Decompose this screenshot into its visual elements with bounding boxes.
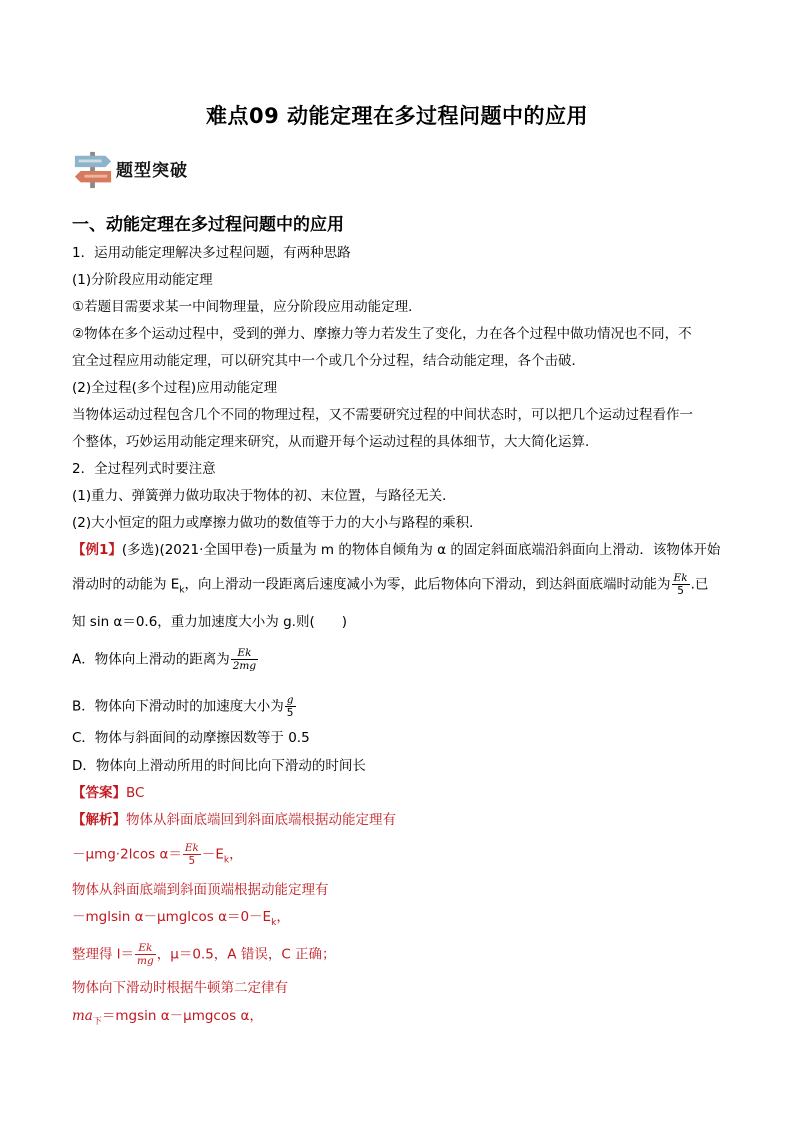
equation-3 [72,942,724,967]
equation-1-b: －E [201,846,224,863]
analysis-line-2: 物体从斜面底端到斜面顶端根据动能定理有 [72,882,329,898]
body-line-10: (1)重力、弹簧弹力做功取决于物体的初、末位置，与路径无关． [72,488,456,504]
fraction-denominator: 2mg [232,660,257,672]
example-line-3: 知 sin α＝0.6，重力加速度大小为 g.则( ) [72,614,347,630]
option-b-text: B．物体向下滑动时的加速度大小为 [72,698,284,715]
fraction-denominator: 5 [286,707,294,719]
option-c: C．物体与斜面间的动摩擦因数等于 0.5 [72,730,310,746]
example-question-2b: ，向上滑动一段距离后速度减小为零，此后物体向下滑动，到达斜面底端时动能为 [184,576,671,593]
example-question-2a: 滑动时的动能为 E [72,576,180,593]
equation-1-a: －μmg·2lcos α＝ [72,846,182,863]
example-line-2 [72,572,724,601]
answer-line [72,783,724,803]
example-question-2c: .已 [690,576,709,593]
equation-2 [72,907,724,933]
body-line-1: 1．运用动能定理解决多过程问题，有两种思路 [72,245,351,261]
equation-4-sub: 下 [92,1017,102,1027]
body-line-4: ②物体在多个运动过程中，受到的弹力、摩擦力等力若发生了变化，力在各个过程中做功情况也不同，不 [72,326,692,342]
body-line-5: 宜全过程应用动能定理，可以研究其中一个或几个分过程，结合动能定理，各个击破． [72,353,585,369]
equation-2-c: ， [276,909,290,925]
fraction-numerator: g [286,694,294,706]
option-b [72,694,724,719]
fraction-denominator: 5 [677,585,684,597]
equation-3-a: 整理得 l＝ [72,946,135,963]
body-line-7: 当物体运动过程包含几个不同的物理过程，又不需要研究过程的中间状态时，可以把几个运动过程看作一 [72,407,693,423]
fraction-numerator: Ek [135,942,156,955]
analysis-line-1 [72,810,724,830]
body-line-3: ①若题目需要求某一中间物理量，应分阶段应用动能定理． [72,299,422,315]
equation-1-sub: k [223,855,230,866]
equation-4-b: ＝mgsin α－μmgcos α， [101,1008,263,1024]
option-a [72,647,724,672]
fraction-denominator: 5 [188,855,196,867]
fraction-numerator: Ek [231,647,258,660]
fraction-denominator: mg [137,955,154,967]
analysis-line-3: 物体向下滑动时根据牛顿第二定律有 [72,980,288,996]
fraction-numerator: Ek [184,842,199,854]
equation-3-b: ，μ＝0.5，A 错误，C 正确； [156,946,336,963]
body-line-2: (1)分阶段应用动能定理 [72,272,213,288]
analysis-text-1: 物体从斜面底端回到斜面底端根据动能定理有 [126,812,396,828]
equation-2-sub: k [271,918,277,928]
section-heading: 一、动能定理在多过程问题中的应用 [72,215,344,235]
example-question-1: (多选)(2021·全国甲卷)一质量为 m 的物体自倾角为 α 的固定斜面底端沿斜面向上滑动．该物体开始 [121,542,721,558]
option-b-fraction [285,694,296,719]
equation-1-c: ， [229,846,243,863]
equation-4 [72,1006,724,1032]
equation-1-fraction [183,842,201,867]
example-question-2-sub: k [179,585,185,596]
answer-value: BC [126,785,145,801]
body-line-11: (2)大小恒定的阻力或摩擦力做功的数值等于力的大小与路程的乘积． [72,515,483,531]
example-fraction [672,572,690,597]
option-a-fraction [231,647,258,672]
equation-3-fraction [135,942,156,967]
answer-label: 【答案】 [72,785,126,801]
page-title: 难点09 动能定理在多过程问题中的应用 [205,104,589,128]
example-line-1 [72,540,724,560]
option-d: D．物体向上滑动所用的时间比向下滑动的时间长 [72,758,366,774]
body-line-8: 个整体，巧妙运用动能定理来研究，从而避开每个运动过程的具体细节，大大简化运算． [72,434,599,450]
banner-label: 题型突破 [116,161,188,181]
equation-2-a: －mglsin α－μmglcos α＝0－E [72,909,272,925]
body-line-9: 2．全过程列式时要注意 [72,461,216,477]
option-a-text: A．物体向上滑动的距离为 [72,651,230,668]
fraction-numerator: Ek [673,572,688,584]
example-label: 【例1】 [72,542,122,558]
body-line-6: (2)全过程(多个过程)应用动能定理 [72,380,278,396]
equation-1 [72,842,724,871]
signpost-icon [72,150,114,190]
analysis-label: 【解析】 [72,812,126,828]
equation-4-a: ma [72,1008,93,1024]
